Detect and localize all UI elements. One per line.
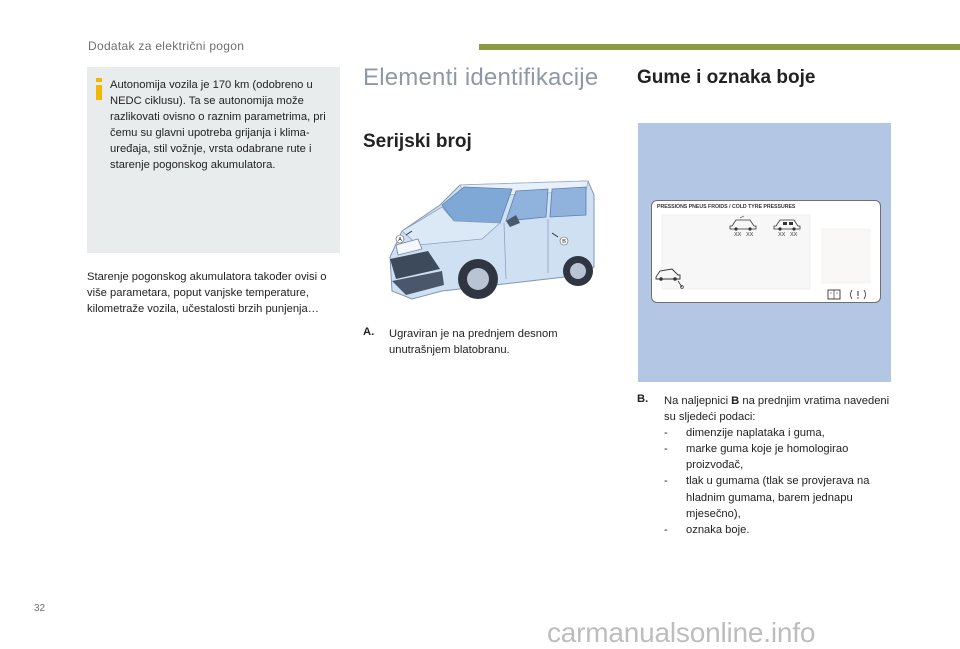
tyre-label-illustration xyxy=(638,123,891,382)
item-b-text xyxy=(664,393,894,538)
item-b-list xyxy=(664,425,894,538)
item-b-text-suffix: na prednjim vratima navedeni su sljedeći podaci: xyxy=(664,395,890,424)
info-box-text: Autonomija vozila je 170 km (odobreno u NEDC ciklusu). Ta se autonomija može razlikovati ovisno o raznim parametrima, pri čemu su glavni upotreba grijanja i klima-uređaja, stil vožnje, vrsta odabrane rute i starenje pogonskog akumulatora. xyxy=(110,79,326,172)
section-title-tyres: Gume i oznaka boje xyxy=(637,67,816,88)
list-item: - dimenzije naplataka i guma, xyxy=(664,427,825,440)
pressure-value-3: XX xyxy=(778,232,786,238)
info-box xyxy=(87,67,340,253)
watermark: carmanualsonline.info xyxy=(547,617,816,648)
list-item: - tlak u gumama (tlak se provjerava na hladnim gumama, barem jednapu mjesečno), xyxy=(664,475,870,520)
list-item: - oznaka boje. xyxy=(664,523,750,536)
pressure-value-2: XX xyxy=(746,232,754,238)
list-item: - marke guma koje je homologirao proizvođač, xyxy=(664,443,849,472)
warning-symbol-icon xyxy=(851,290,866,299)
item-b-label: B. xyxy=(637,393,649,405)
car-marker-a: A xyxy=(398,237,402,244)
car-marker-b: B xyxy=(562,239,566,246)
pressure-value-1: XX xyxy=(734,232,742,238)
section-title-identification: Elementi identifikacije xyxy=(363,64,599,91)
tyre-pressure-label xyxy=(651,200,881,303)
tyre-label-title: PRESSIONS PNEUS FROIDS / COLD TYRE PRESSURES xyxy=(657,204,796,210)
battery-ageing-note: Starenje pogonskog akumulatora također ovisi o više parametara, poput vanjske temperature, kilometraže vozila, učestalosti brzih punjenja… xyxy=(87,271,327,316)
item-a-label: A. xyxy=(363,326,375,338)
subsection-title-serial-number: Serijski broj xyxy=(363,131,472,152)
item-b-text-bold: B xyxy=(731,395,740,407)
header-accent-bar xyxy=(479,44,960,50)
item-a-text: Ugraviran je na prednjem desnom unutrašnjem blatobranu. xyxy=(389,328,558,357)
pressure-value-4: XX xyxy=(790,232,798,238)
item-b-text-prefix: Na naljepnici xyxy=(664,395,729,407)
manual-book-icon xyxy=(828,290,840,299)
page-header-title: Dodatak za električni pogon xyxy=(88,39,245,53)
page-number: 32 xyxy=(34,603,46,614)
car-illustration xyxy=(382,175,596,305)
info-icon xyxy=(94,78,104,100)
